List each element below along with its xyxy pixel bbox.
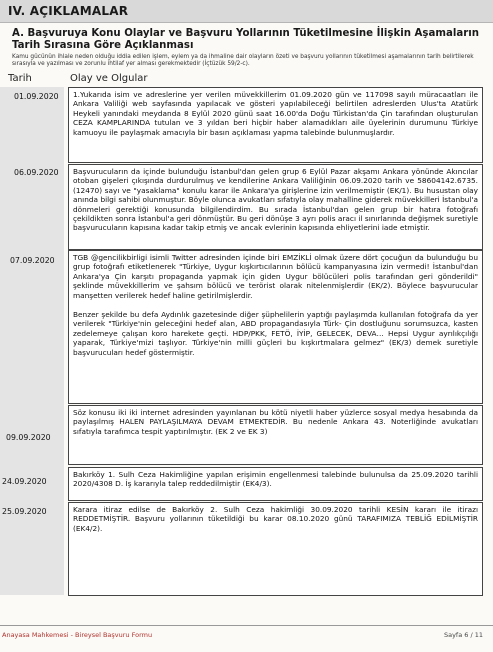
entry-date: 09.09.2020 [6, 433, 51, 442]
entry-date: 06.09.2020 [14, 168, 59, 177]
entry-text: TGB @gencilikbirligi isimli Twitter adresinden içinde biri EMZİKLİ olmak üzere dört çocuğun da bulunduğu bu grup fotoğrafı etiketlenerek "Türkiye, Uygur kışkırtıcılarının bölücü kampanyasına izin vermedi! İstanbul'dan Ankara'ya Çin karşıtı propaganda yapmak için giden Uygur bölücüleri polis tarafından geri gönderildi" şeklinde müvekkillerim ve şahsım bölücü ve terörist olarak nitelenmişlerdir (EK/2). Böylece başvurucular manşetten verilerek hedef haline getirilmişlerdir. [73, 253, 478, 300]
date-column [0, 87, 64, 595]
entry-text: 1.Yukarıda isim ve adreslerine yer verilen müvekkillerim 01.09.2020 gün ve 117098 sayılı müracaatları ile Ankara Valiliği web sayfasında yapılacak ve gösteri yapılabileceği belirtilen adreslerden Ulus'ta Atatürk Heykeli yanındaki meydanda 8 Eylül 2020 günü saat 16.00'da Doğu Türkistan'da Çin tarafından oluşturulan CEZA KAMPLARINDA tutulan ve 3 yıldan beri hiçbir haber alamadıkları aile üyelerinin durumunu Türkiye kamuoyu ile paylaşmak amacıyla bir basın açıklaması yapma talebinde bulunmuşlardır. [73, 90, 478, 137]
subsection-title: A. Başvuruya Konu Olaylar ve Başvuru Yollarının Tüketilmesine İlişkin Aşamaların Tarih Sırasına Göre Açıklanması [12, 28, 479, 51]
section-title: IV. AÇIKLAMALAR [8, 4, 129, 18]
entry-text-box[interactable] [68, 250, 483, 404]
entry-date: 24.09.2020 [2, 477, 47, 486]
entry-text: Söz konusu iki iki internet adresinden yayınlanan bu kötü niyetli haber yüzlerce sosyal medya hesabında da paylaşılmış HALEN PAYLAŞILMAYA DEVAM ETMEKTEDİR. Bu nedenle Ankara 43. Noterliğinde avukatları sıfatıyla tarafımca tespit yaptırılmıştır. (EK 2 ve EK 3) [73, 408, 478, 436]
footer-divider [0, 625, 493, 626]
entry-text-box[interactable] [68, 405, 483, 465]
page-number: Sayfa 6 / 11 [443, 631, 483, 639]
entry-text: Karara itiraz edilse de Bakırköy 2. Sulh Ceza hakimliği 30.09.2020 tarihli KESİN kararı ile itirazı REDDETMİŞTİR. Başvuru yollarının tüketildiği bu karar 08.10.2020 günü TARAFIMIZA TEBLİĞ EDİLMİŞTİR (EK4/2). [73, 505, 478, 533]
entry-text-box[interactable] [68, 467, 483, 501]
entry-date: 07.09.2020 [10, 256, 55, 265]
entry-text: Başvurucuların da içinde bulunduğu İstanbul'dan gelen grup 6 Eylül Pazar akşamı Ankara yönünde Akıncılar otoban gişeleri çıkışında durdurulmuş ve kendilerine Ankara Valiliğinin 06.09.2020 tarih ve 58604142.6735.(12470) sayı ve "yasaklama" konulu karar ile Ankara'ya girişlerine izin verilmemiştir (EK/1). Bu husustan olay anında bilgi sahibi olunmuştur. Böyle olunca avukatları sıfatıyla olay mahalline giderek müvekkilleri İstanbul'a dönmeleri gerektiği konusunda bilgilendirdim. Bu sırada İstanbul'dan gelen grup bir hatıra fotoğrafı çekildikten sonra İstanbul'a geri dönmüştür. Bu geri dönüşe 3 ayrı polis aracı il sınırlarında değişmek suretiyle başvurucuların kapısına kadar takip etmiş ve ancak evlerinin kapısında ehliyetlerini iade etmiştir. [73, 167, 478, 233]
instruction-note: Kamu gücünün ihlale neden olduğu iddia edilen işlem, eylem ya da ihmaline dair olayların özeti ve başvuru yollarının tüketilmesi aşamalarının tarih belirtilerek sırasıyla ve yazılması ve zorunlu ihtilaf yer alması gerekmektedir (İçtüzük 59/2-c). [12, 54, 474, 67]
entry-text-box[interactable] [68, 164, 483, 250]
date-column-header: Tarih [8, 73, 32, 84]
entry-text-box[interactable] [68, 87, 483, 163]
entry-text: Benzer şekilde bu defa Aydınlık gazetesinde diğer şüphelilerin yaptığı paylaşımda kullanılan fotoğrafa da yer verilerek "Türkiye'nin geleceğini hedef alan, ABD propagandasıyla Türk- Çin dostluğunu sorumsuzca, kasten zedelemeye çalışan koro harekete geçti. HDP/PKK, FETÖ, İYİP, GELECEK, DEVA… Hepsi Uygur ayrılıkçılığı yaparak, Türkiye'mizi taşlıyor. Türkiye'nin milli güçleri bu kışkırtmalara gelmez" (EK/3) demek suretiyle başvurucuları hedef göstermiştir. [73, 310, 478, 357]
footer-form-name: Anayasa Mahkemesi - Bireysel Başvuru Formu [2, 631, 153, 639]
entry-text-box[interactable] [68, 502, 483, 596]
entry-date: 25.09.2020 [2, 507, 47, 516]
entry-date: 01.09.2020 [14, 92, 59, 101]
events-column-header: Olay ve Olgular [70, 73, 148, 84]
entry-text: Bakırköy 1. Sulh Ceza Hakimliğine yapılan erişimin engellenmesi talebinde bulunulsa da 25.09.2020 tarihli 2020/4308 D. İş kararıyla talep reddedilmiştir (EK4/3). [73, 470, 478, 489]
section-header [0, 0, 493, 23]
